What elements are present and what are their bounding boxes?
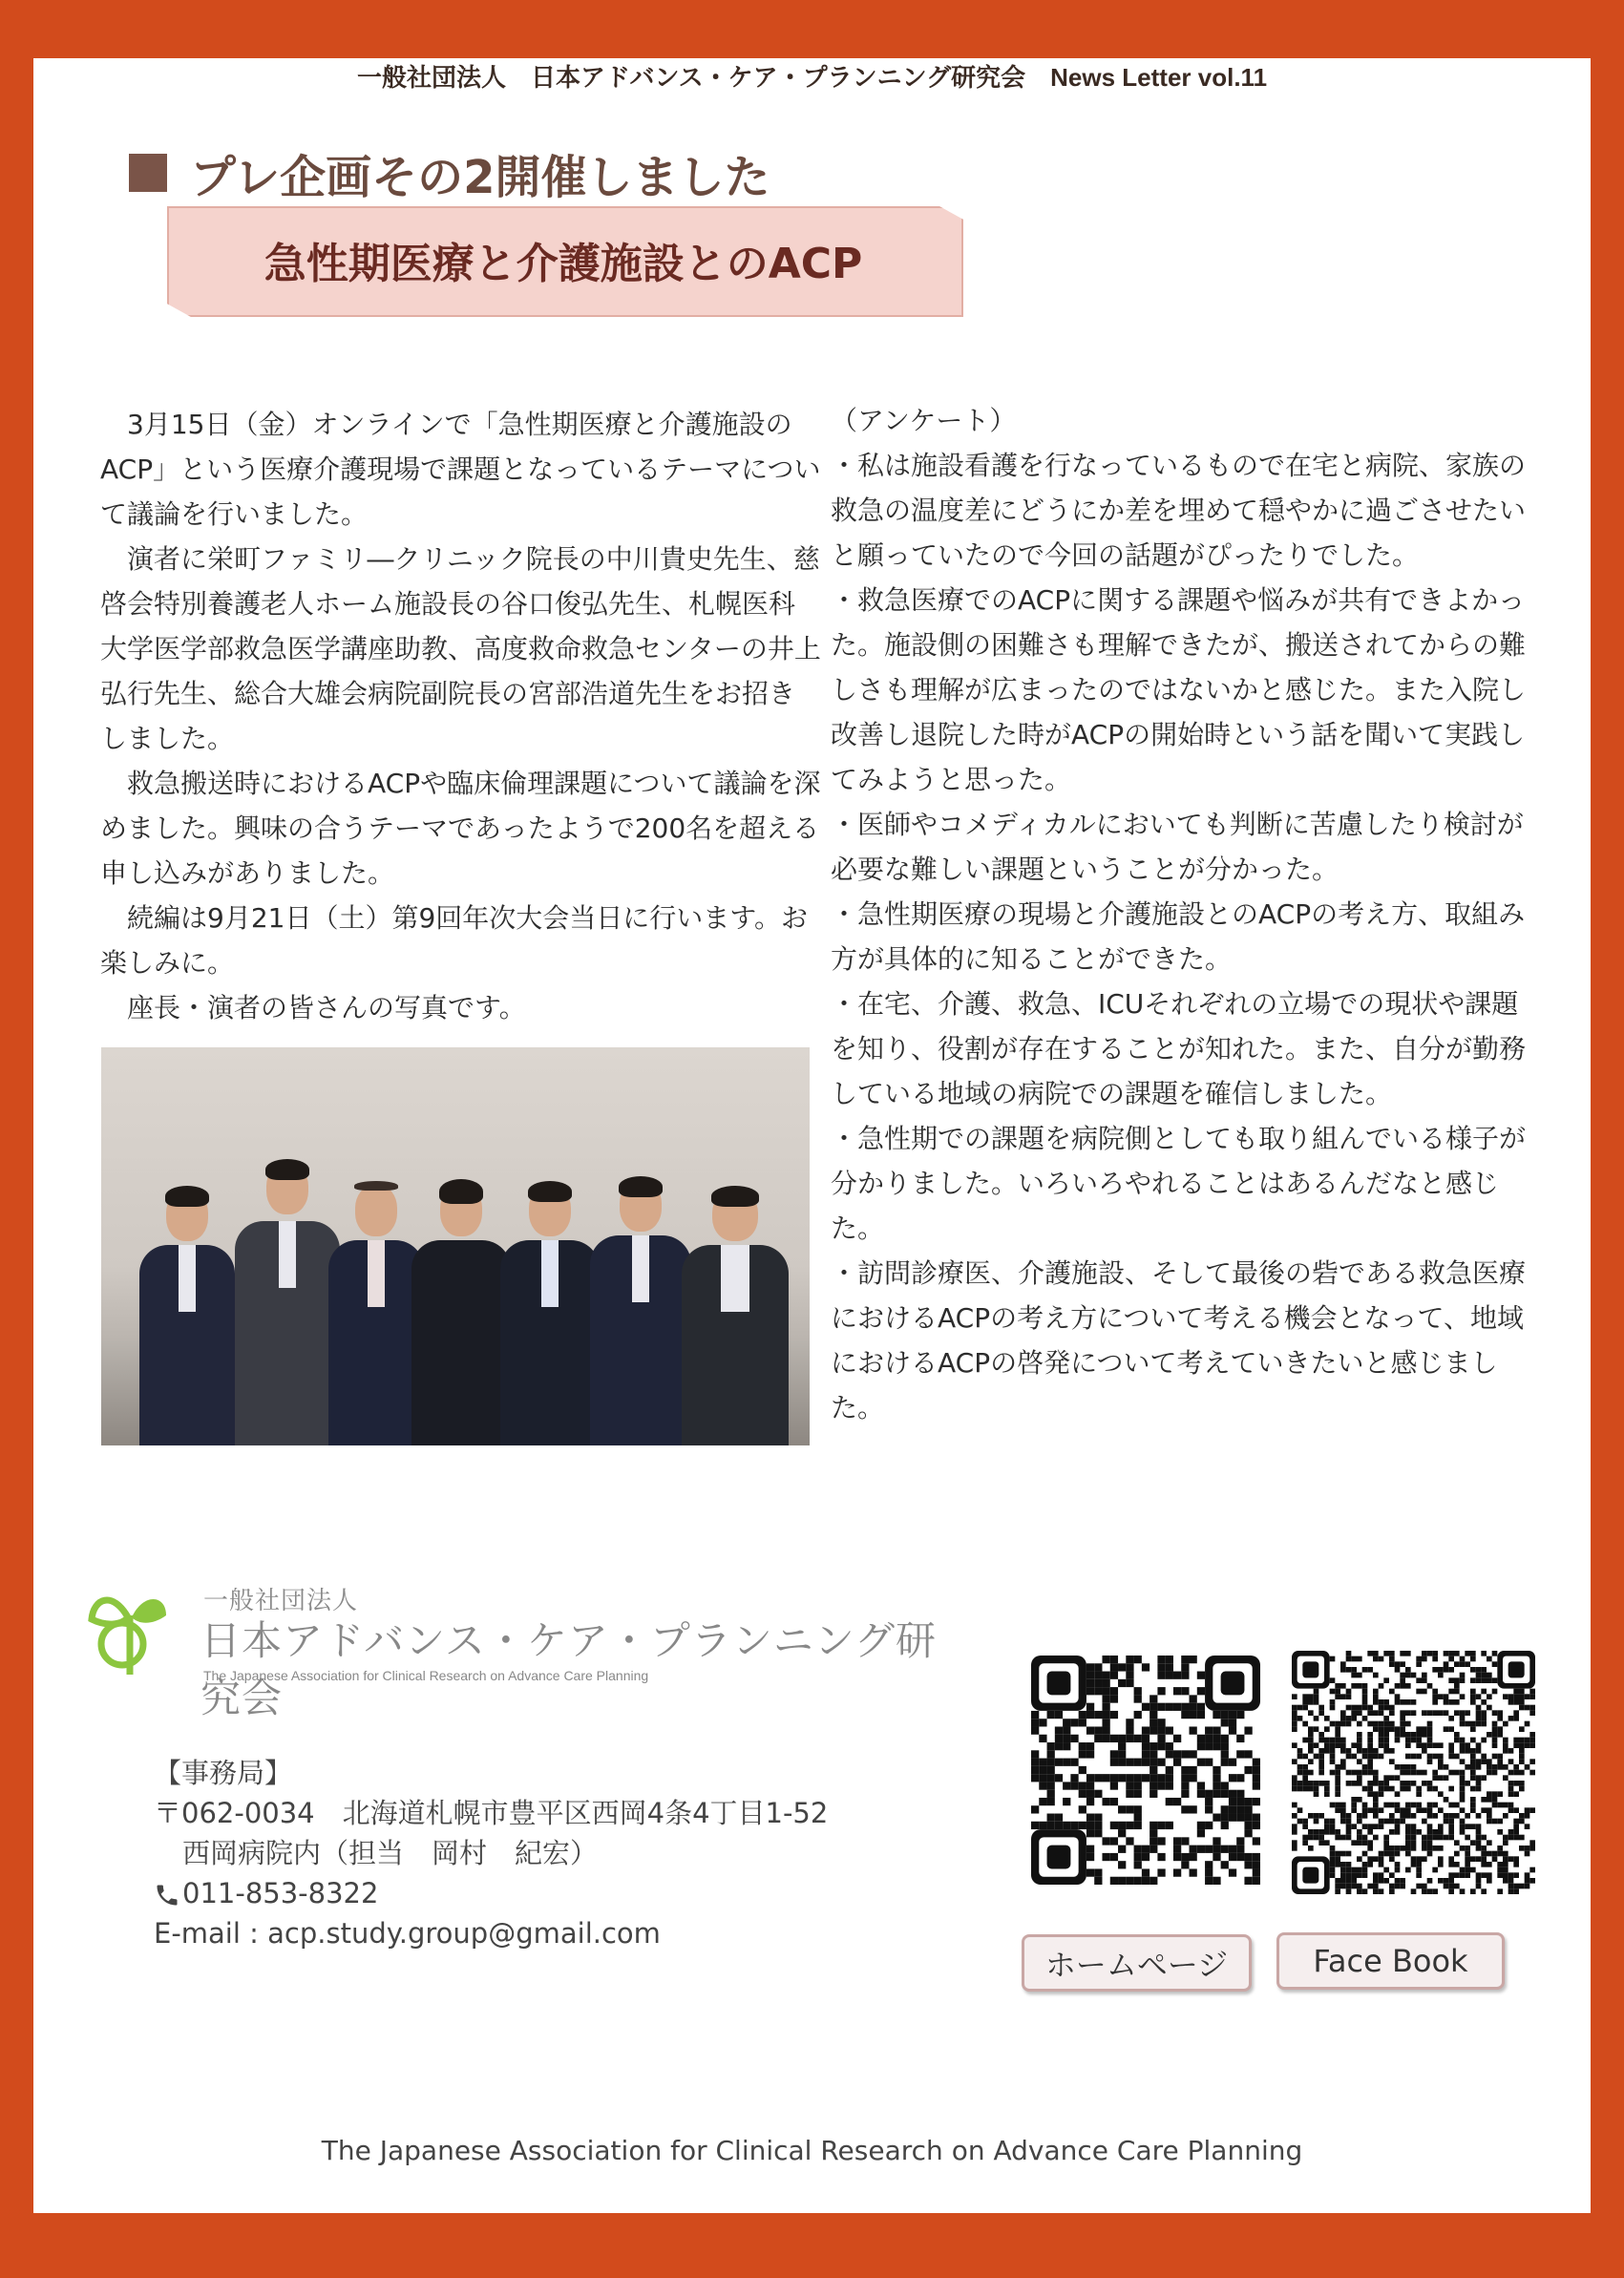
person-figure [235,1150,340,1445]
organization-logo [84,1581,943,1721]
article-paragraph: 3月15日（金）オンラインで「急性期医療と介護施設のACP」という医療介護現場で課題となっているテーマについて議論を行いました。 [100,409,821,530]
phone-icon [154,1882,180,1909]
article-paragraph: 演者に栄町ファミリ―クリニック院長の中川貴史先生、慈啓会特別養護老人ホーム施設長の谷口俊弘先生、札幌医科大学医学部救急医学講座助教、高度救命救急センターの井上弘行先生、総合大雄会病院副院長の宮部浩道先生をお招きしました。 [100,543,821,754]
footer-text: The Japanese Association for Clinical Research on Advance Care Planning [321,2135,1303,2166]
homepage-button[interactable]: ホームページ [1022,1934,1252,1992]
person-figure [139,1178,235,1445]
square-bullet-icon [129,154,167,192]
office-address-2: 西岡病院内（担当 岡村 紀宏） [182,1837,599,1869]
office-address: 〒062-0034 北海道札幌市豊平区西岡4条4丁目1-52 [154,1797,829,1829]
newsletter-header: 一般社団法人 日本アドバンス・ケア・プランニング研究会 News Letter vol.11 [356,63,1268,92]
article-paragraph: 続編は9月21日（土）第9回年次大会当日に行います。お楽しみに。 [100,902,809,979]
person-figure [682,1178,789,1445]
office-email[interactable]: E-mail : acp.study.group@gmail.com [154,1917,661,1950]
survey-item: ・訪問診療医、介護施設、そして最後の砦である救急医療におけるACPの考え方について考える機会となって、地域におけるACPの啓発について考えていきたいと感じました。 [831,1257,1527,1424]
logo-main-text: 日本アドバンス・ケア・プランニング研究会 [200,1617,938,1721]
survey-item: ・急性期での課題を病院側としても取り組んでいる様子が分かりました。いろいろやれることはあるんだなと感じた。 [831,1123,1527,1244]
homepage-qr-code[interactable] [1031,1656,1260,1885]
person-figure [411,1173,511,1445]
subtitle-text: 急性期医療と介護施設とのACP [264,240,863,288]
survey-title: （アンケート） [831,405,1017,436]
survey-item: ・私は施設看護を行なっているもので在宅と病院、家族の救急の温度差にどうにか差を埋めて穏やかに過ごさせたいと願っていたので今回の話題がぴったりでした。 [831,450,1527,571]
logo-small-text: 一般社団法人 [203,1587,359,1615]
qr-code-icon [1292,1651,1535,1894]
person-figure [500,1173,600,1445]
section-title-text: プレ企画その2開催しました [190,150,770,204]
facebook-qr-code[interactable] [1292,1651,1535,1894]
survey-item: ・急性期医療の現場と介護施設とのACPの考え方、取組み方が具体的に知ることができた。 [831,898,1526,975]
office-label: 【事務局】 [154,1757,293,1789]
survey-column [831,398,1537,1430]
group-photo [101,1047,810,1445]
leaf-logo-icon [84,1581,172,1677]
article-paragraph: 座長・演者の皆さんの写真です。 [127,992,526,1023]
survey-item: ・医師やコメディカルにおいても判断に苦慮したり検討が必要な難しい課題ということが分かった。 [831,809,1524,885]
article-body [100,402,821,1030]
logo-english-text: The Japanese Association for Clinical Research on Advance Care Planning [203,1668,649,1683]
survey-item: ・救急医療でのACPに関する課題や悩みが共有できよかった。施設側の困難さも理解できたが、搬送されてからの難しさも理解が広まったのではないかと感じた。また入院し改善し退院した時がACPの開始時という話を聞いて実践してみようと思った。 [831,584,1527,795]
section-title [129,135,770,211]
office-contact [154,1753,828,1953]
phone-number: 011-853-8322 [182,1877,379,1909]
person-figure [328,1173,424,1445]
qr-code-icon [1031,1656,1260,1885]
article-paragraph: 救急搬送時におけるACPや臨床倫理課題について議論を深めました。興味の合うテーマであったようで200名を超える申し込みがありました。 [100,768,821,889]
newsletter-page [33,58,1591,2213]
person-figure [590,1169,691,1445]
facebook-button[interactable]: Face Book [1276,1932,1505,1990]
survey-item: ・在宅、介護、救急、ICUそれぞれの立場での現状や課題を知り、役割が存在することが知れた。また、自分が勤務している地域の病院での課題を確信しました。 [831,988,1527,1109]
office-phone [154,1873,828,1913]
